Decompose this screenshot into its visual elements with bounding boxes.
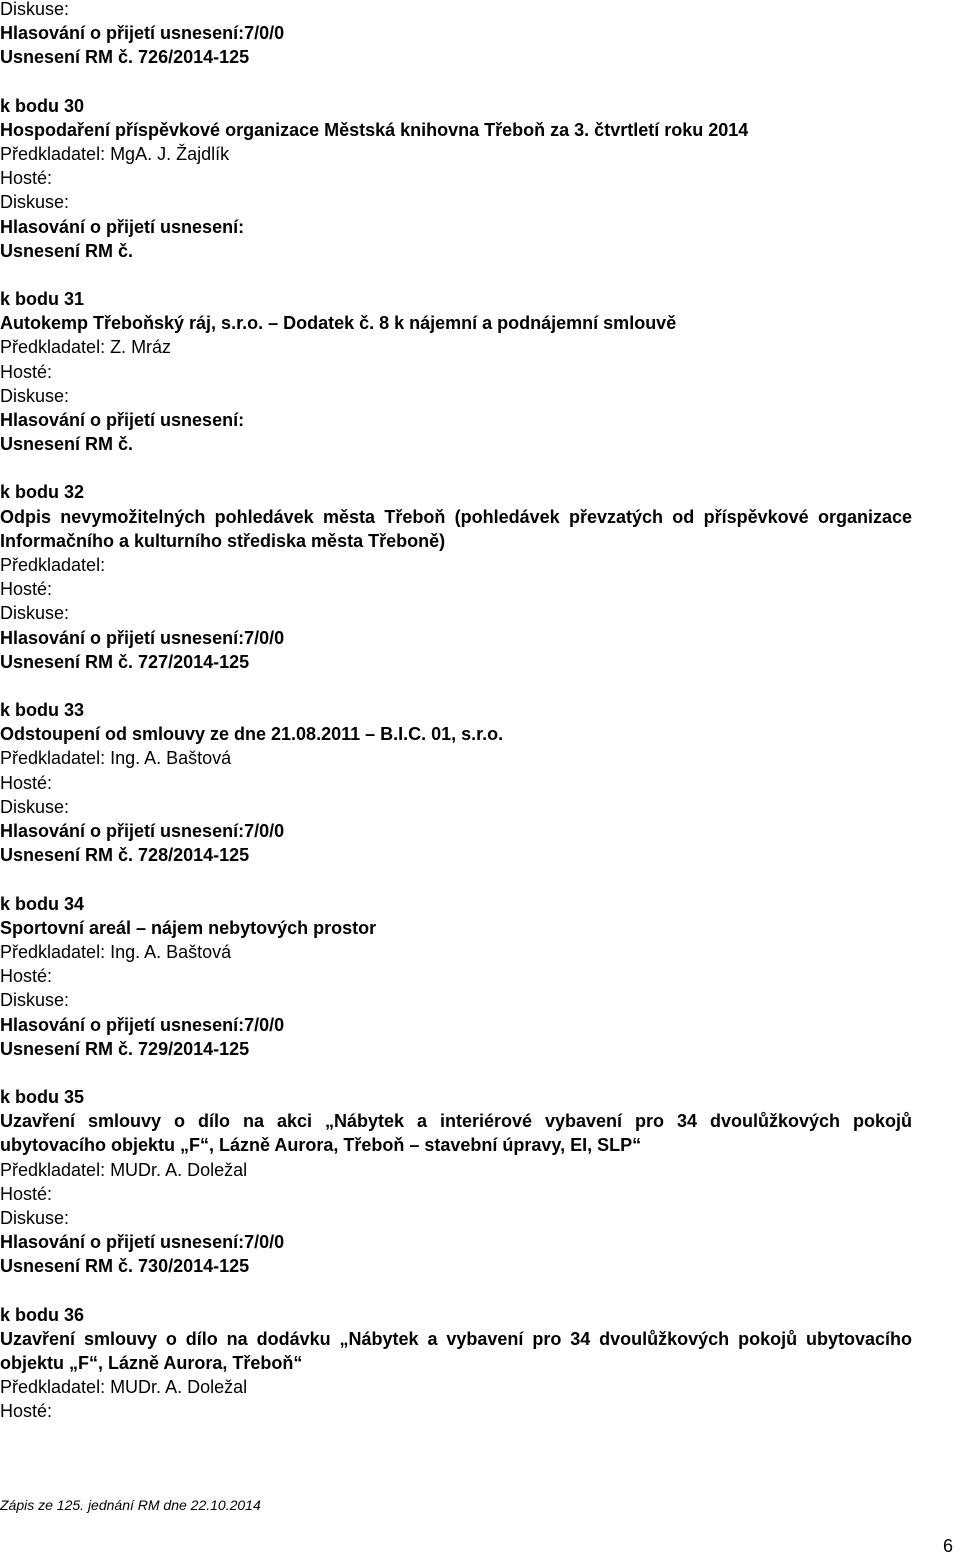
agenda-item [0,1061,958,1279]
item-subject: Sportovní areál – nájem nebytových prostor [0,917,377,938]
spacer [0,674,958,698]
discussion-label: Diskuse: [0,990,70,1011]
presenter-line: Předkladatel: Ing. A. Baštová [0,748,232,769]
spacer [0,70,958,94]
item-subject: Uzavření smlouvy o dílo na dodávku „Nábytek a vybavení pro 34 dvoulůžkových pokojů ubytovacího objektu „F“, Lázně Aurora, Třeboň“ [0,1328,912,1373]
spacer [0,1279,958,1303]
agenda-item [0,868,958,1061]
resolution-line: Usnesení RM č. [0,434,134,455]
guests-label: Hosté: [0,579,53,600]
item-subject: Autokemp Třeboňský ráj, s.r.o. – Dodatek č. 8 k nájemní a podnájemní smlouvě [0,313,677,334]
footer-note: Zápis ze 125. jednání RM dne 22.10.2014 [0,1497,261,1513]
item-subject: Hospodaření příspěvkové organizace Městská knihovna Třeboň za 3. čtvrtletí roku 2014 [0,119,749,140]
presenter-line: Předkladatel: [0,555,106,576]
resolution-line: Usnesení RM č. 728/2014-125 [0,845,250,866]
resolution-line: Usnesení RM č. 730/2014-125 [0,1256,250,1277]
guests-label: Hosté: [0,772,53,793]
vote-line: Hlasování o přijetí usnesení:7/0/0 [0,821,285,842]
vote-line: Hlasování o přijetí usnesení: [0,216,245,237]
resolution-line: Usnesení RM č. 729/2014-125 [0,1038,250,1059]
resolution-line: Usnesení RM č. 727/2014-125 [0,651,250,672]
guests-label: Hosté: [0,966,53,987]
vote-line: Hlasování o přijetí usnesení: [0,410,245,431]
vote-line: Hlasování o přijetí usnesení:7/0/0 [0,23,285,44]
guests-label: Hosté: [0,1401,53,1422]
resolution-line: Usnesení RM č. [0,240,134,261]
vote-line: Hlasování o přijetí usnesení:7/0/0 [0,1232,285,1253]
discussion-label: Diskuse: [0,0,70,19]
agenda-item [0,70,958,263]
agenda-item-36 [0,1303,958,1424]
presenter-line: Předkladatel: MUDr. A. Doležal [0,1377,248,1398]
top-block [0,0,958,70]
item-heading: k bodu 32 [0,482,85,503]
vote-line: Hlasování o přijetí usnesení:7/0/0 [0,1014,285,1035]
discussion-label: Diskuse: [0,192,70,213]
presenter-line: Předkladatel: Ing. A. Baštová [0,941,232,962]
agenda-item [0,674,958,867]
vote-line: Hlasování o přijetí usnesení:7/0/0 [0,627,285,648]
agenda-items [0,70,958,1279]
guests-label: Hosté: [0,361,53,382]
spacer [0,868,958,892]
page-number: 6 [943,1536,954,1556]
guests-label: Hosté: [0,1183,53,1204]
spacer [0,1061,958,1085]
agenda-item [0,456,958,674]
item-subject: Odpis nevymožitelných pohledávek města Třeboň (pohledávek převzatých od příspěvkové organizace Informačního a kulturního střediska města Třeboně) [0,506,912,551]
item-heading: k bodu 31 [0,289,85,310]
item-heading: k bodu 34 [0,893,85,914]
guests-label: Hosté: [0,168,53,189]
spacer [0,456,958,480]
discussion-label: Diskuse: [0,385,70,406]
presenter-line: Předkladatel: Z. Mráz [0,337,172,358]
item-heading: k bodu 36 [0,1304,85,1325]
item-heading: k bodu 33 [0,700,85,721]
presenter-line: Předkladatel: MUDr. A. Doležal [0,1159,248,1180]
item-subject: Odstoupení od smlouvy ze dne 21.08.2011 – B.I.C. 01, s.r.o. [0,724,504,745]
agenda-item [0,263,958,456]
item-heading: k bodu 30 [0,95,85,116]
spacer [0,263,958,287]
item-subject: Uzavření smlouvy o dílo na akci „Nábytek a interiérové vybavení pro 34 dvoulůžkových pokojů ubytovacího objektu „F“, Lázně Aurora, Třeboň – stavební úpravy, EI, SLP“ [0,1111,912,1156]
discussion-label: Diskuse: [0,796,70,817]
discussion-label: Diskuse: [0,1207,70,1228]
item-heading: k bodu 35 [0,1086,85,1107]
resolution-line: Usnesení RM č. 726/2014-125 [0,47,250,68]
presenter-line: Předkladatel: MgA. J. Žajdlík [0,144,230,165]
discussion-label: Diskuse: [0,603,70,624]
